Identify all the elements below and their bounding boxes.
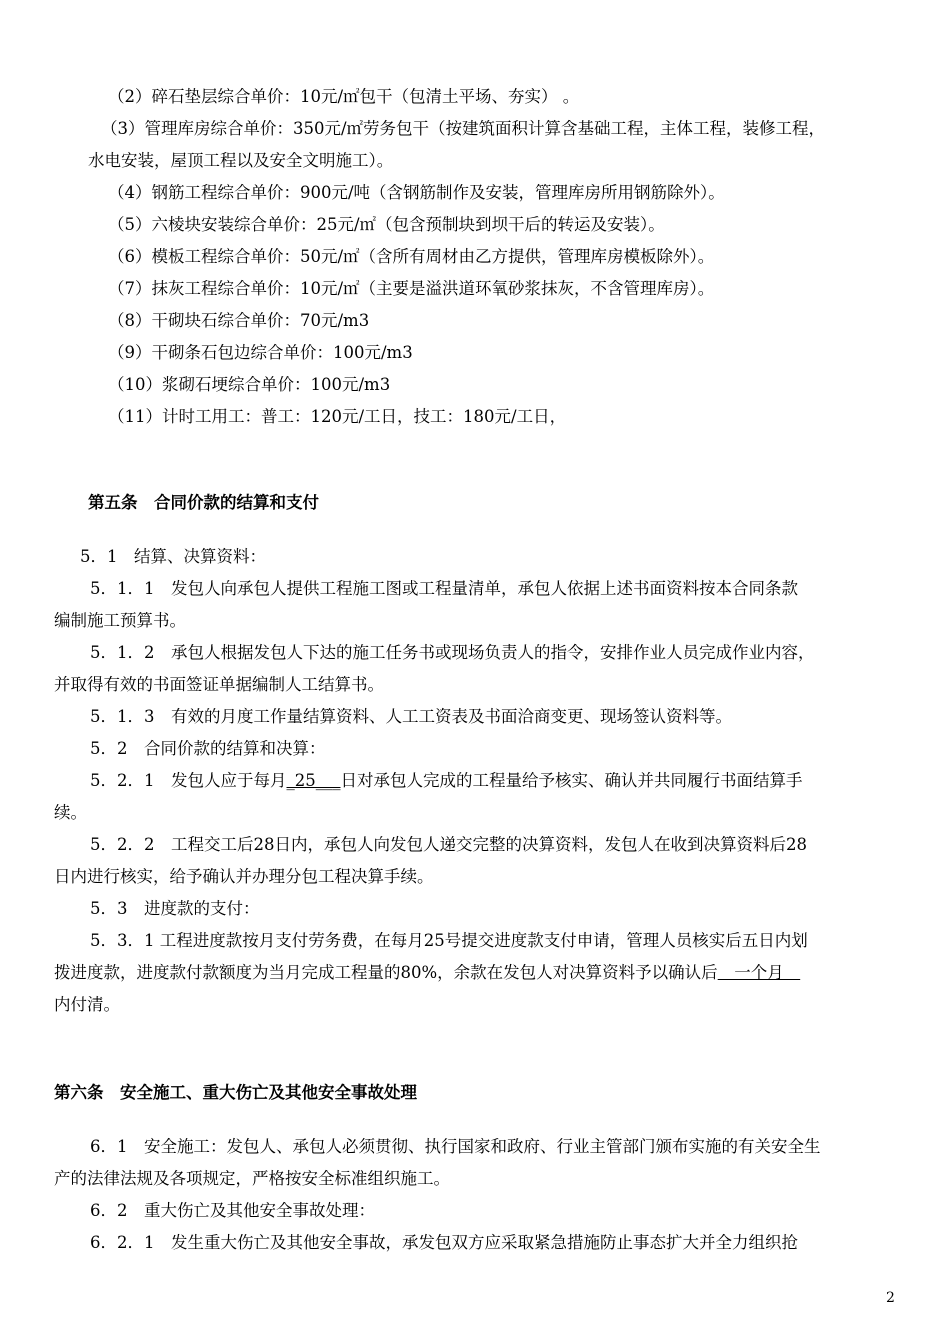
price-item-3-cont: 水电安装，屋顶工程以及安全文明施工）。	[88, 151, 394, 170]
clause-5-2-1-cont: 续。	[54, 803, 87, 822]
clause-5-3: 5．3 进度款的支付：	[90, 899, 260, 918]
price-item-2: （2）碎石垫层综合单价：10元/㎡包干（包清土平场、夯实） 。	[108, 87, 580, 106]
clause-5-1-1: 5．1．1 发包人向承包人提供工程施工图或工程量清单，承包人依据上述书面资料按本合同条款	[90, 579, 798, 598]
price-item-7: （7）抹灰工程综合单价：10元/㎡（主要是溢洪道环氧砂浆抹灰，不含管理库房）。	[108, 279, 715, 298]
clause-6-1: 6．1 安全施工：发包人、承包人必须贯彻、执行国家和政府、行业主管部门颁布实施的有关安全生	[90, 1137, 821, 1156]
article-5-heading: 第五条 合同价款的结算和支付	[88, 493, 319, 512]
clause-5-2-2: 5．2．2 工程交工后28日内，承包人向发包人递交完整的决算资料，发包人在收到决算资料后28	[90, 835, 807, 854]
price-item-11: （11）计时工用工：普工：120元/工日，技工：180元/工日，	[108, 407, 567, 426]
clause-5-1-2: 5．1．2 承包人根据发包人下达的施工任务书或现场负责人的指令，安排作业人员完成作业内容，	[90, 643, 815, 662]
clause-5-3-1: 5．3．1 工程进度款按月支付劳务费，在每月25号提交进度款支付申请，管理人员核实后五日内划	[90, 931, 808, 950]
clause-5-3-1-cont-pre: 拨进度款，进度款付款额度为当月完成工程量的80%，余款在发包人对决算资料予以确认后	[54, 963, 718, 982]
article-6-heading: 第六条 安全施工、重大伤亡及其他安全事故处理	[54, 1083, 417, 1102]
price-item-8: （8）干砌块石综合单价：70元/m3	[108, 311, 370, 330]
clause-6-2-1: 6．2．1 发生重大伤亡及其他安全事故，承发包双方应采取紧急措施防止事态扩大并全力组织抢	[90, 1233, 798, 1252]
page-number: 2	[886, 1290, 895, 1306]
clause-5-2-1-post: 日对承包人完成的工程量给予核实、确认并共同履行书面结算手	[340, 771, 803, 790]
clause-5-1-3: 5．1．3 有效的月度工作量结算资料、人工工资表及书面洽商变更、现场签认资料等。	[90, 707, 732, 726]
clause-5-1: 5．1 结算、决算资料：	[80, 547, 266, 566]
price-item-3: （3）管理库房综合单价：350元/㎡劳务包干（按建筑面积计算含基础工程，主体工程，装修工程，	[101, 119, 826, 138]
clause-5-1-2-cont: 并取得有效的书面签证单据编制人工结算书。	[54, 675, 384, 694]
clause-6-2: 6．2 重大伤亡及其他安全事故处理：	[90, 1201, 375, 1220]
price-item-10: （10）浆砌石埂综合单价：100元/m3	[108, 375, 391, 394]
clause-5-3-1-cont	[54, 962, 800, 984]
price-item-5: （5）六棱块安装综合单价：25元/㎡（包含预制块到坝干后的转运及安装）。	[108, 215, 665, 234]
clause-5-2-2-cont: 日内进行核实，给予确认并办理分包工程决算手续。	[54, 867, 434, 886]
clause-5-2: 5．2 合同价款的结算和决算：	[90, 739, 326, 758]
payment-period-blank: 一个月	[717, 963, 801, 982]
settlement-day-blank: _25___	[286, 771, 341, 790]
clause-5-2-1-pre: 5．2．1 发包人应于每月	[90, 771, 287, 790]
price-item-4: （4）钢筋工程综合单价：900元/吨（含钢筋制作及安装，管理库房所用钢筋除外）。	[108, 183, 725, 202]
clause-5-1-1-cont: 编制施工预算书。	[54, 611, 186, 630]
clause-6-1-cont: 产的法律法规及各项规定，严格按安全标准组织施工。	[54, 1169, 450, 1188]
price-item-6: （6）模板工程综合单价：50元/㎡（含所有周材由乙方提供，管理库房模板除外）。	[108, 247, 715, 266]
clause-5-3-1-cont2: 内付清。	[54, 995, 120, 1014]
price-item-9: （9）干砌条石包边综合单价：100元/m3	[108, 343, 413, 362]
clause-5-2-1	[90, 770, 803, 792]
